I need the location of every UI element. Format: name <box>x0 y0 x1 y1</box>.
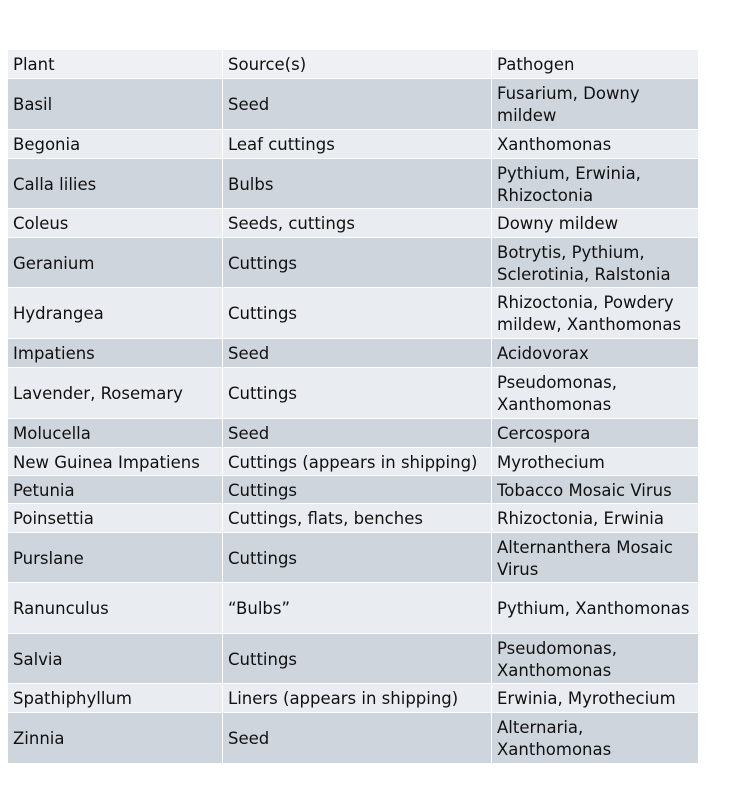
cell-plant: Molucella <box>8 419 223 448</box>
cell-pathogen: Tobacco Mosaic Virus <box>492 476 699 504</box>
table-row <box>8 583 699 634</box>
cell-plant: Basil <box>8 79 223 130</box>
table-row <box>8 684 699 713</box>
cell-source: “Bulbs” <box>223 583 492 634</box>
cell-pathogen: Botrytis, Pythium, Sclerotinia, Ralstonia <box>492 238 699 288</box>
cell-source: Cuttings <box>223 368 492 419</box>
header-row <box>8 50 699 79</box>
cell-pathogen: Rhizoctonia, Powdery mildew, Xanthomonas <box>492 288 699 339</box>
cell-plant: Coleus <box>8 209 223 238</box>
cell-pathogen: Erwinia, Myrothecium <box>492 684 699 713</box>
cell-source: Cuttings (appears in shipping) <box>223 448 492 476</box>
cell-source: Seed <box>223 419 492 448</box>
cell-source: Leaf cuttings <box>223 130 492 159</box>
plant-pathogen-table <box>7 49 699 764</box>
cell-plant: Impatiens <box>8 339 223 368</box>
cell-source: Cuttings <box>223 288 492 339</box>
cell-source: Seed <box>223 713 492 764</box>
table-body <box>8 79 699 764</box>
cell-plant: Lavender, Rosemary <box>8 368 223 419</box>
table-row <box>8 209 699 238</box>
table-row <box>8 476 699 504</box>
cell-pathogen: Rhizoctonia, Erwinia <box>492 504 699 533</box>
cell-pathogen: Myrothecium <box>492 448 699 476</box>
table-row <box>8 159 699 209</box>
cell-pathogen: Xanthomonas <box>492 130 699 159</box>
cell-pathogen: Cercospora <box>492 419 699 448</box>
cell-pathogen: Alternaria, Xanthomonas <box>492 713 699 764</box>
cell-plant: Salvia <box>8 634 223 684</box>
cell-plant: Purslane <box>8 533 223 583</box>
table-row <box>8 634 699 684</box>
cell-source: Cuttings <box>223 238 492 288</box>
cell-plant: Geranium <box>8 238 223 288</box>
cell-plant: Begonia <box>8 130 223 159</box>
plant-pathogen-table-container <box>7 49 698 764</box>
cell-pathogen: Pseudomonas, Xanthomonas <box>492 634 699 684</box>
cell-pathogen: Alternanthera Mosaic Virus <box>492 533 699 583</box>
header-source: Source(s) <box>223 50 492 79</box>
cell-plant: New Guinea Impatiens <box>8 448 223 476</box>
cell-plant: Calla lilies <box>8 159 223 209</box>
cell-pathogen: Acidovorax <box>492 339 699 368</box>
cell-plant: Zinnia <box>8 713 223 764</box>
cell-source: Cuttings, flats, benches <box>223 504 492 533</box>
table-header <box>8 50 699 79</box>
cell-pathogen: Downy mildew <box>492 209 699 238</box>
table-row <box>8 288 699 339</box>
cell-pathogen: Fusarium, Downy mildew <box>492 79 699 130</box>
cell-plant: Spathiphyllum <box>8 684 223 713</box>
table-row <box>8 533 699 583</box>
table-row <box>8 713 699 764</box>
cell-plant: Poinsettia <box>8 504 223 533</box>
cell-plant: Ranunculus <box>8 583 223 634</box>
header-pathogen: Pathogen <box>492 50 699 79</box>
cell-plant: Petunia <box>8 476 223 504</box>
table-row <box>8 368 699 419</box>
header-plant: Plant <box>8 50 223 79</box>
table-row <box>8 339 699 368</box>
cell-source: Cuttings <box>223 476 492 504</box>
cell-pathogen: Pythium, Xanthomonas <box>492 583 699 634</box>
table-row <box>8 448 699 476</box>
cell-plant: Hydrangea <box>8 288 223 339</box>
table-row <box>8 79 699 130</box>
table-row <box>8 504 699 533</box>
cell-source: Seeds, cuttings <box>223 209 492 238</box>
cell-pathogen: Pseudomonas, Xanthomonas <box>492 368 699 419</box>
cell-source: Bulbs <box>223 159 492 209</box>
cell-source: Cuttings <box>223 634 492 684</box>
cell-source: Seed <box>223 79 492 130</box>
table-row <box>8 238 699 288</box>
table-row <box>8 130 699 159</box>
table-row <box>8 419 699 448</box>
cell-pathogen: Pythium, Erwinia, Rhizoctonia <box>492 159 699 209</box>
cell-source: Seed <box>223 339 492 368</box>
cell-source: Liners (appears in shipping) <box>223 684 492 713</box>
cell-source: Cuttings <box>223 533 492 583</box>
